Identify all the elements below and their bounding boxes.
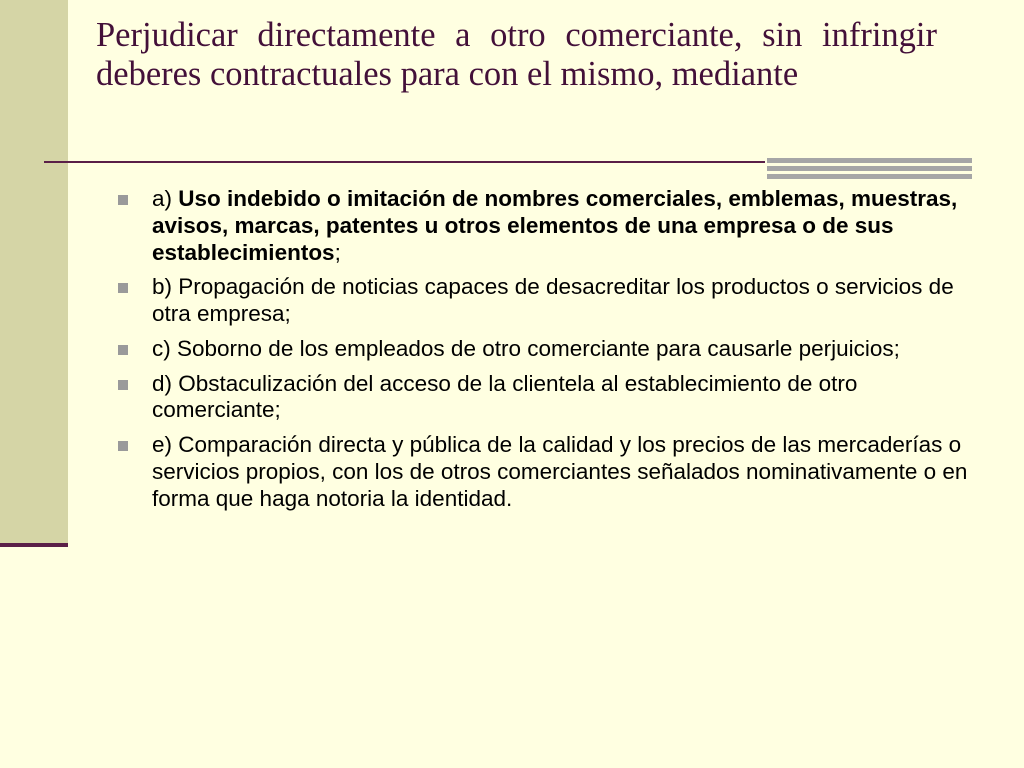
item-suffix: ; bbox=[334, 239, 341, 265]
list-item bbox=[118, 336, 968, 363]
item-text: d) Obstaculización del acceso de la clientela al establecimiento de otro comerciante; bbox=[152, 370, 858, 423]
decorative-bar bbox=[767, 166, 972, 171]
list-item bbox=[118, 274, 968, 328]
square-bullet-icon bbox=[118, 283, 128, 293]
side-band bbox=[0, 0, 68, 543]
side-band-line bbox=[0, 543, 68, 547]
decorative-bar bbox=[767, 158, 972, 163]
list-item bbox=[118, 432, 968, 512]
square-bullet-icon bbox=[118, 441, 128, 451]
square-bullet-icon bbox=[118, 195, 128, 205]
square-bullet-icon bbox=[118, 380, 128, 390]
item-prefix: a) bbox=[152, 186, 179, 211]
item-bold-text: Uso indebido o imitación de nombres comerciales, emblemas, muestras, avisos, marcas, patentes u otros elementos de una empresa o de sus establecimientos bbox=[152, 186, 958, 265]
decorative-bar bbox=[767, 174, 972, 179]
square-bullet-icon bbox=[118, 345, 128, 355]
decorative-bars bbox=[767, 158, 972, 182]
list-item bbox=[118, 371, 968, 425]
slide-title: Perjudicar directamente a otro comerciante, sin infringir deberes contractuales para con el mismo, mediante bbox=[96, 16, 937, 93]
item-text: c) Soborno de los empleados de otro comerciante para causarle perjuicios; bbox=[152, 335, 900, 361]
list-item bbox=[118, 186, 968, 266]
item-text: b) Propagación de noticias capaces de desacreditar los productos o servicios de otra empresa; bbox=[152, 274, 954, 327]
bullet-list bbox=[118, 186, 968, 520]
title-divider bbox=[44, 161, 765, 163]
item-text: e) Comparación directa y pública de la calidad y los precios de las mercaderías o servicios propios, con los de otros comerciantes señalados nominativamente o en forma que haga notoria la identidad. bbox=[152, 432, 968, 511]
